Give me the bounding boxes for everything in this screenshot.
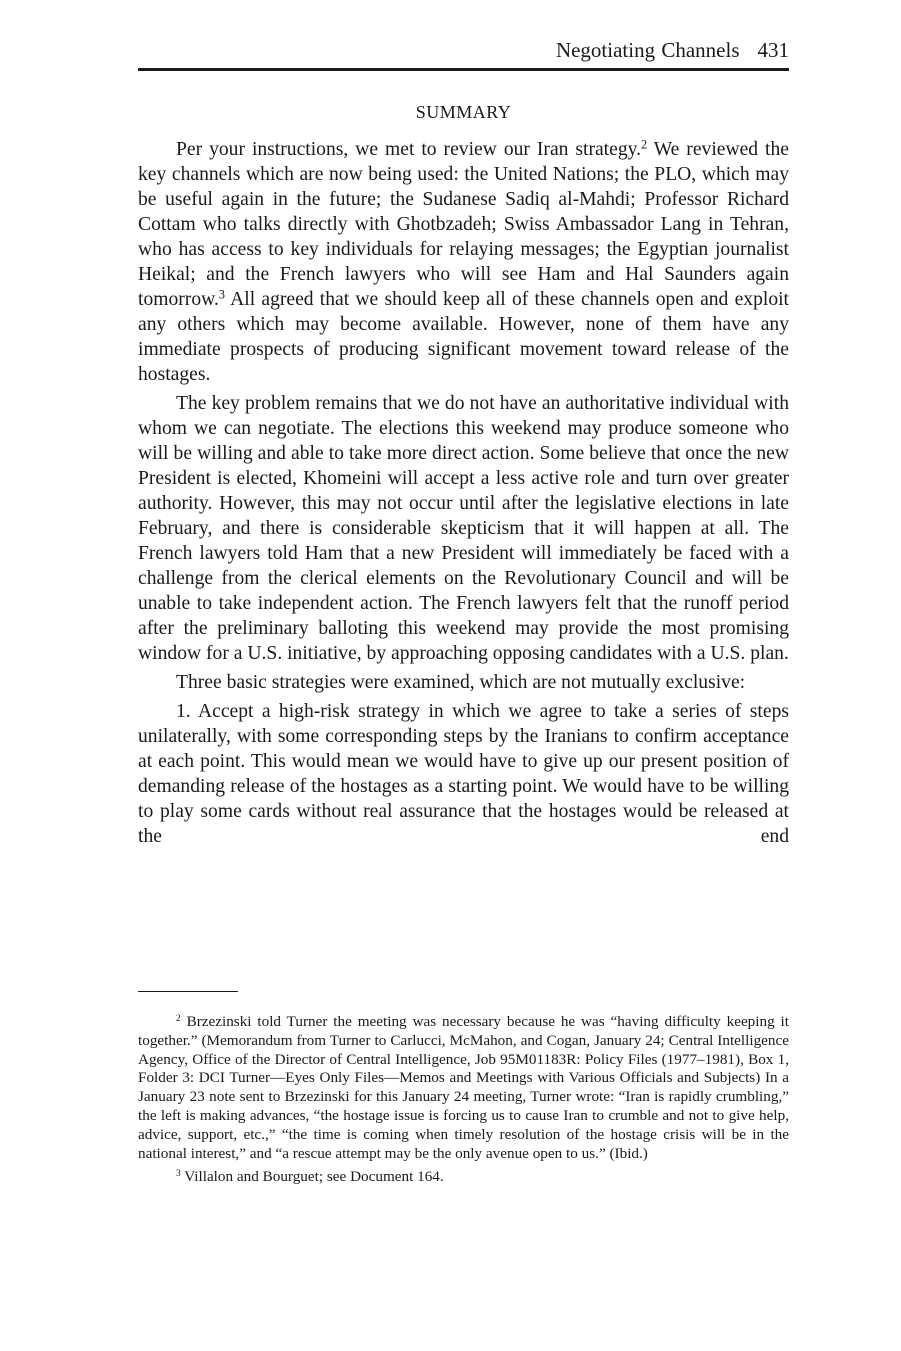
footnote (138, 1168, 789, 1187)
footnote-rule (138, 991, 238, 992)
page-number: 431 (757, 38, 789, 62)
running-title: Negotiating Channels (555, 38, 740, 62)
paragraph-text: Per your instructions, we met to review our Iran strategy. (176, 139, 642, 160)
footnote-marker: 2 (176, 1013, 181, 1024)
running-header (138, 36, 789, 64)
paragraph (138, 137, 789, 387)
paragraph-text: All agreed that we should keep all of these channels open and exploit any others which may become available. However, none of them have any immediate prospects of producing significant movement toward release of the hostages. (138, 289, 789, 385)
paragraph: 1. Accept a high-risk strategy in which we agree to take a series of steps unilaterally, with some corresponding steps by the Iranians to confirm acceptance at each point. This would mean we would have to give up our present position of demanding release of the hostages as a starting point. We would have to be willing to play some cards without real assurance that the hostages would be released at the end (138, 701, 789, 847)
footnote-ref[interactable]: 2 (641, 137, 648, 152)
footnotes (138, 1013, 789, 1192)
paragraph: The key problem remains that we do not have an authoritative individual with whom we can negotiate. The elections this weekend may produce someone who will be willing and able to take more direct action. Some believe that once the new President is elected, Khomeini will accept a less active role and turn over greater authority. However, this may not occur until after the legislative elections in late February, and there is considerable skepticism that it will happen at all. The French lawyers told Ham that a new President will immediately be faced with a challenge from the clerical elements on the Revolutionary Council and will be unable to take independent action. The French lawyers felt that the runoff period after the preliminary balloting this weekend may provide the most promising window for a U.S. initiative, by approaching opposing candidates with a U.S. plan. (138, 393, 789, 664)
footnote-marker: 3 (176, 1169, 181, 1180)
body-text (138, 137, 789, 853)
section-title: SUMMARY (415, 102, 512, 122)
footnote (138, 1013, 789, 1163)
paragraph: Three basic strategies were examined, which are not mutually exclusive: (176, 672, 746, 693)
footnote-ref[interactable]: 3 (218, 287, 225, 302)
footnote-text: Brzezinski told Turner the meeting was necessary because he was “having difficulty keeping it together.” (Memorandum from Turner to Carlucci, McMahon, and Cogan, January 24; Central Intelligence Agency, Office of the Director of Central Intelligence, Job 95M01183R: Policy Files (1977–1981), Box 1, Folder 3: DCI Turner—Eyes Only Files—Memos and Meetings with Various Officials and Subjects) In a January 23 note sent to Brzezinski for this January 24 meeting, Turner wrote: “Iran is rapidly crumbling,” the left is making advances, “the hostage issue is forcing us to cause Iran to crumble and not to give help, advice, support, etc.,” “the time is coming when timely resolution of the hostage crisis will be in the national interest,” and “a rescue attempt may be the only avenue open to us.” (Ibid.) (138, 1013, 789, 1162)
header-rule (138, 68, 789, 71)
paragraph-text: We reviewed the key channels which are now being used: the United Nations; the PLO, which may be useful again in the future; the Sudanese Sadiq al-Mahdi; Professor Richard Cottam who talks directly with Ghotbzadeh; Swiss Ambassador Lang in Tehran, who has access to key individuals for relaying messages; the Egyptian journalist Heikal; and the French lawyers who will see Ham and Hal Saunders again tomorrow. (138, 139, 789, 310)
footnote-text: Villalon and Bourguet; see Document 164. (180, 1168, 444, 1186)
